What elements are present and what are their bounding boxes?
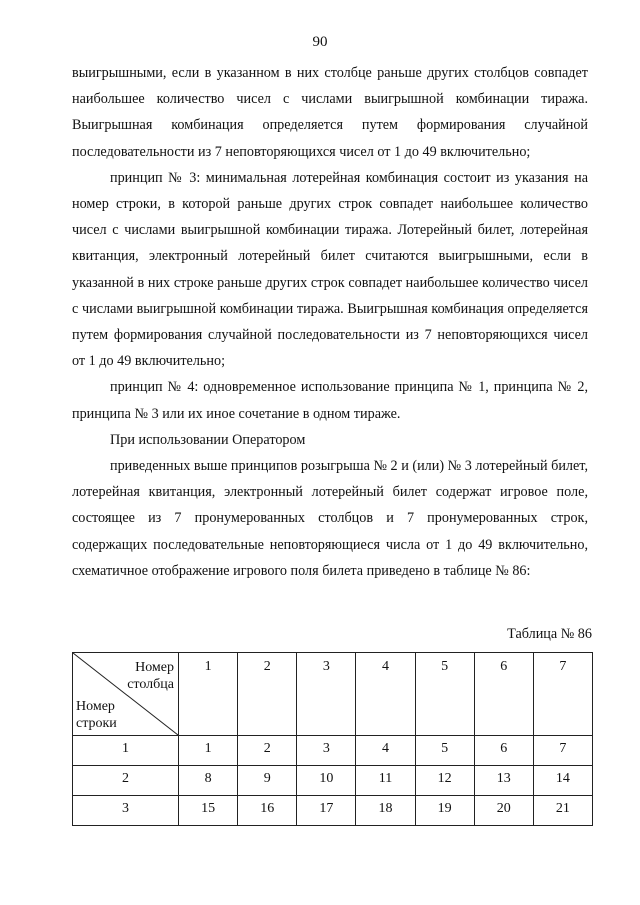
paragraph-5: приведенных выше принципов розыгрыша № 2 и (или) № 3 лотерейный билет, лотерейная квитанция, электронный лотерейный билет содержат игровое поле, состоящее из 7 пронумерованных столбцов и 7 пронумерованных строк, содержащих последовательные неповторяющиеся числа от 1 до 49 включительно, схематичное отображение игрового поля билета приведено в таблице № 86: — [72, 458, 588, 579]
corner-bottom-line-1: Номер — [76, 699, 115, 714]
table-cell: 18 — [356, 796, 415, 826]
column-header: 1 — [179, 653, 238, 736]
document-body — [72, 60, 588, 584]
table-cell: 15 — [179, 796, 238, 826]
table-cell: 1 — [179, 736, 238, 766]
table-cell: 19 — [415, 796, 474, 826]
table-cell: 4 — [356, 736, 415, 766]
page-number: 90 — [312, 34, 328, 50]
table-caption: Таблица № 86 — [507, 626, 592, 642]
row-label: 3 — [73, 796, 179, 826]
row-number-label — [76, 698, 117, 732]
table-cell: 10 — [297, 766, 356, 796]
game-field-table — [72, 652, 593, 826]
column-header: 3 — [297, 653, 356, 736]
table-cell: 12 — [415, 766, 474, 796]
corner-top-line-1: Номер — [135, 660, 174, 675]
table-cell: 16 — [238, 796, 297, 826]
table-cell: 6 — [474, 736, 533, 766]
table-row — [73, 796, 593, 826]
corner-cell — [73, 653, 179, 736]
table-cell: 2 — [238, 736, 297, 766]
table-cell: 17 — [297, 796, 356, 826]
table-cell: 21 — [533, 796, 592, 826]
column-header: 6 — [474, 653, 533, 736]
table-cell: 7 — [533, 736, 592, 766]
column-header: 2 — [238, 653, 297, 736]
table-cell: 14 — [533, 766, 592, 796]
corner-top-line-2: столбца — [127, 677, 174, 692]
table-row — [73, 766, 593, 796]
column-header: 4 — [356, 653, 415, 736]
row-label: 2 — [73, 766, 179, 796]
paragraph-1: выигрышными, если в указанном в них столбце раньше других столбцов совпадет наибольшее количество чисел с числами выигрышной комбинации тиража. Выигрышная комбинация определяется путем формирования случайной последовательности из 7 неповторяющихся чисел от 1 до 49 включительно; — [72, 65, 588, 160]
table-cell: 20 — [474, 796, 533, 826]
table-cell: 11 — [356, 766, 415, 796]
column-number-label — [127, 659, 174, 693]
column-header: 5 — [415, 653, 474, 736]
table-header-row — [73, 653, 593, 736]
row-label: 1 — [73, 736, 179, 766]
paragraph-3: принцип № 4: одновременное использование принципа № 1, принципа № 2, принципа № 3 или их иное сочетание в одном тираже. — [72, 379, 588, 422]
column-header: 7 — [533, 653, 592, 736]
table-cell: 9 — [238, 766, 297, 796]
table-cell: 8 — [179, 766, 238, 796]
table-cell: 13 — [474, 766, 533, 796]
table-cell: 3 — [297, 736, 356, 766]
paragraph-4: При использовании Оператором — [110, 431, 306, 448]
table-row — [73, 736, 593, 766]
corner-bottom-line-2: строки — [76, 716, 117, 731]
paragraph-2: принцип № 3: минимальная лотерейная комбинация состоит из указания на номер строки, в которой раньше других строк совпадет наибольшее количество чисел с числами выигрышной комбинации тиража. Лотерейный билет, лотерейная квитанция, электронный лотерейный билет считаются выигрышными, если в указанной в них строке раньше других строк совпадет наибольшее количество чисел с числами выигрышной комбинации тиража. Выигрышная комбинация определяется путем формирования случайной последовательности из 7 неповторяющихся чисел от 1 до 49 включительно; — [72, 169, 588, 370]
table-cell: 5 — [415, 736, 474, 766]
